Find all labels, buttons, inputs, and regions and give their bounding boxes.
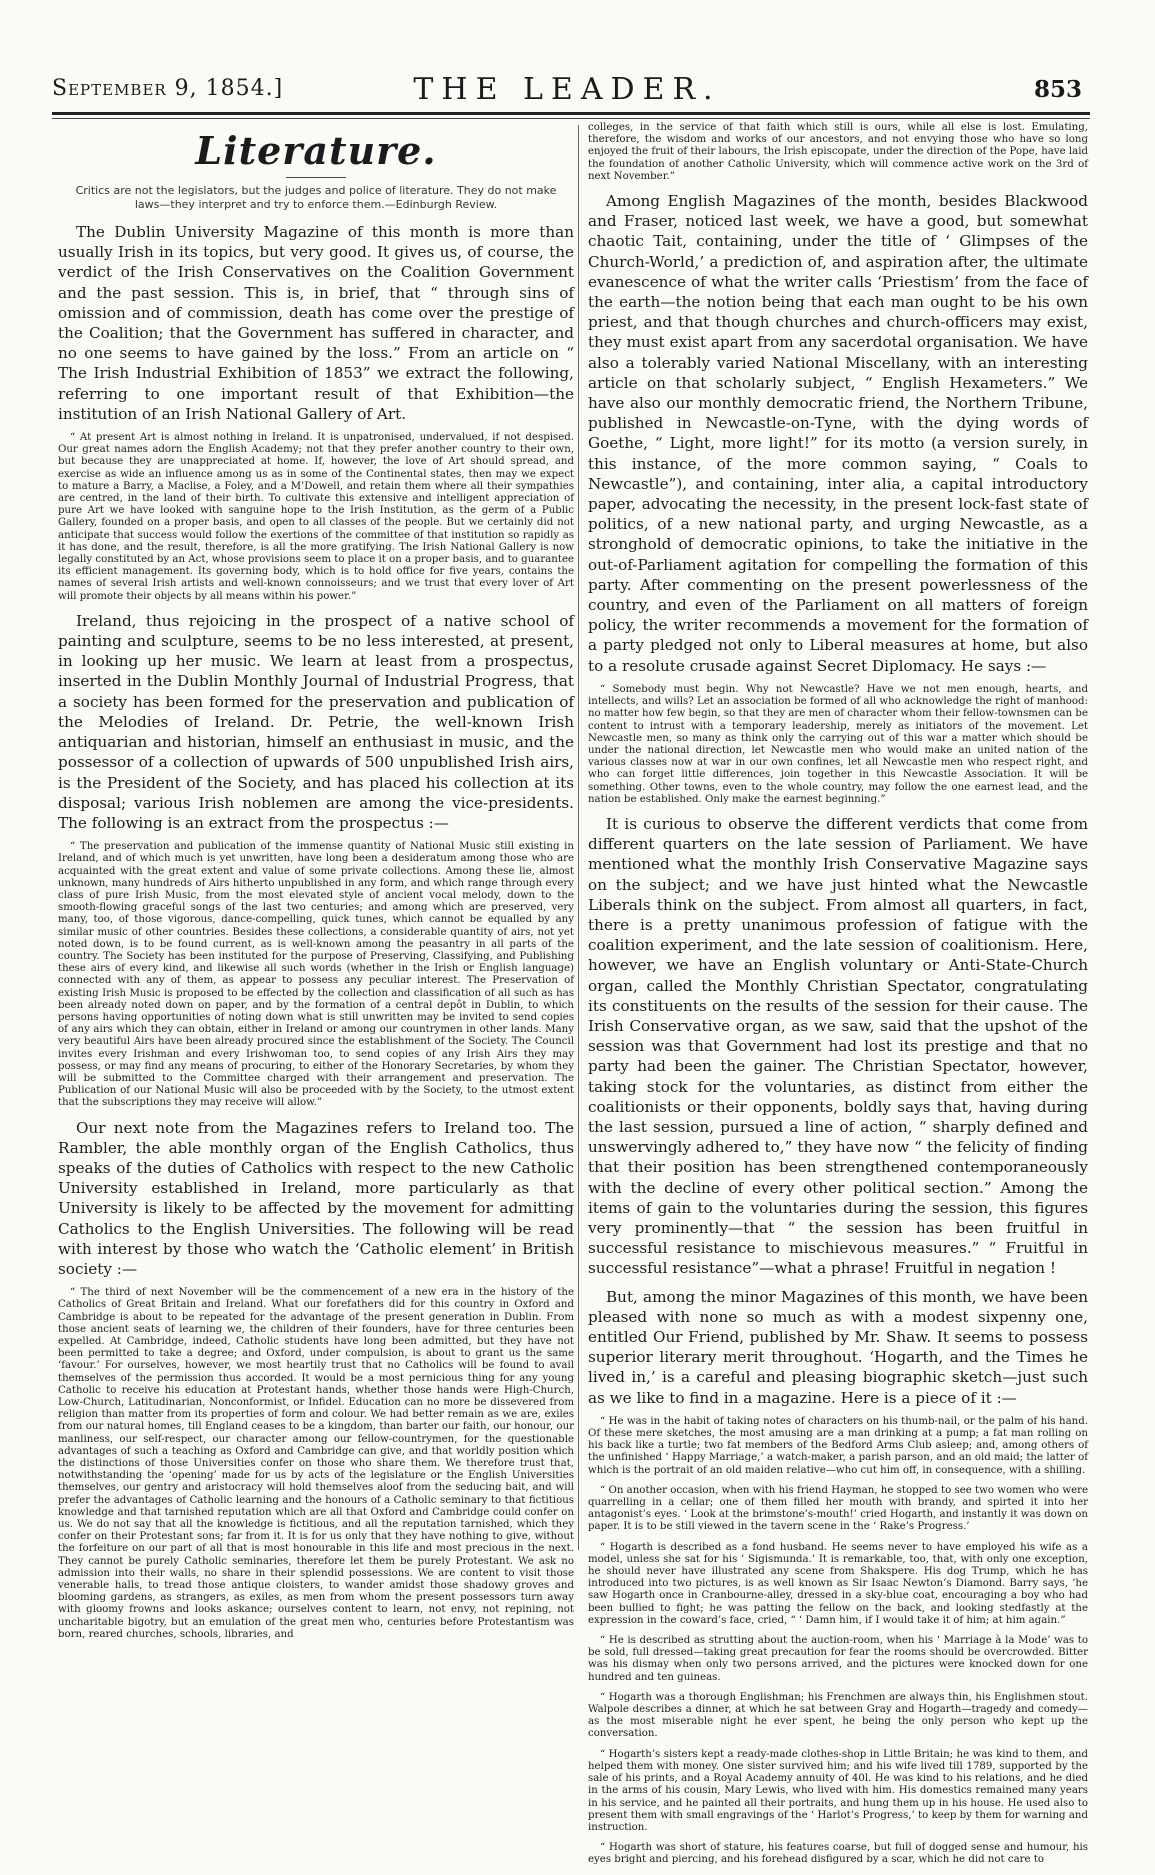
quote-hogarth-englishman: “ Hogarth was a thorough Englishman; his Frenchmen are always thin, his Englishmen stout. Walpole describes a dinner, at which he sat between Gray and Hogarth—tragedy and comedy—as the most miserable night he ever spent, he being the only person who kept up the conversation. xyxy=(588,1691,1088,1740)
quote-hogarth-auction: “ He is described as strutting about the auction-room, when his ‘ Marriage à la Mode’ was to be sold, full dressed—taking great precaution for fear the rooms should be overcrowded. Bitter was his dismay when only two persons arrived, and the pictures were knocked down for one hundred and ten guineas. xyxy=(588,1635,1088,1683)
quote-national-gallery: “ At present Art is almost nothing in Ireland. It is unpatronised, undervalued, if not despised. Our great names adorn the English Academy; not that they prefer another country to their own, but because they are unappreciated at home. If, however, the love of Art should spread, and exercise as wide an influence among us as in some of the Continental states, then may we expect to mature a Barry, a Maclise, a Foley, and a M’Dowell, and retain them where all their sympathies are centred, in the land of their birth. To cultivate this extensive and intelligent appreciation of pure Art we have looked with sanguine hope to the Irish Institution, as the germ of a Public Gallery, founded on a proper basis, and open to all classes of the people. But we certainly did not anticipate that success would follow the exertions of the committee of that institution so rapidly as it has done, and the result, therefore, is all the more gratifying. The Irish National Gallery is now legally constituted by an Act, whose provisions seem to place it on a proper basis, and to guarantee its efficient management. Its governing body, which is to hold office for five years, contains the names of several Irish artists and well-known connoisseurs; and we trust that every lover of Art will promote their objects by all means within his power.” xyxy=(58,432,574,602)
heading-rule xyxy=(286,177,346,178)
page-number: 853 xyxy=(1033,76,1082,103)
masthead xyxy=(52,70,1082,110)
newspaper-title: THE LEADER. xyxy=(413,72,721,107)
right-column xyxy=(588,122,1088,1875)
issue-date: September 9, 1854.] xyxy=(52,76,284,101)
paragraph-our-friend: But, among the minor Magazines of this month, we have been pleased with none so much as with a modest sixpenny one, entitled Our Friend, published by Mr. Shaw. It seems to possess superior literary merit throughout. ‘Hogarth, and the Times he lived in,’ is a careful and pleasing biographic sketch—just such as we like to find in a magazine. Here is a piece of it :— xyxy=(588,1287,1088,1407)
section-motto: Critics are not the legislators, but the judges and police of literature. They do not make laws—they interpret and try to enforce them.—Edinburgh Review. xyxy=(75,184,557,211)
header-rule-thin xyxy=(52,118,1090,119)
paragraph-rambler: Our next note from the Magazines refers to Ireland too. The Rambler, the able monthly organ of the English Catholics, thus speaks of the duties of Catholics with respect to the new Catholic University established in Ireland, more particularly as that University is likely to be affected by the movement for admitting Catholics to the English Universities. The following will be read with interest by those who watch the ‘Catholic element’ in British society :— xyxy=(58,1118,574,1278)
quote-hogarth-hayman: “ On another occasion, when with his friend Hayman, he stopped to see two women who were quarrelling in a cellar; one of them filled her mouth with brandy, and spirted it into her antagonist’s eyes. ‘ Look at the brimstone’s-mouth!’ cried Hogarth, and instantly it was down on paper. It is to be still viewed in the tavern scene in the ‘ Rake’s Progress.’ xyxy=(588,1484,1088,1533)
paragraph-english-magazines: Among English Magazines of the month, besides Blackwood and Fraser, noticed last week, we have a good, but somewhat chaotic Tait, containing, under the title of ‘ Glimpses of the Church-World,’ a prediction of, and aspiration after, the ultimate evanescence of what the writer calls ‘Priestism’ from the face of the earth—the notion being that each man ought to be his own priest, and that though churches and church-officers may exist, they must exist apart from any sacerdotal organisation. We have also a tolerably varied National Miscellany, with an interesting article on that scholarly subject, “ English Hexameters.” We have also our monthly democratic friend, the Northern Tribune, published in Newcastle-on-Tyne, with the dying words of Goethe, “ Light, more light!” for its motto (a version surely, in this instance, of the more common saying, “ Coals to Newcastle”), and containing, inter alia, a capital introductory paper, advocating the necessity, in the present lock-fast state of politics, of a new national party, and urging Newcastle, as a stronghold of democratic opinions, to take the initiative in the out-of-Parliament agitation for compelling the formation of this party. After commenting on the present powerlessness of the country, and even of the Parliament on all matters of foreign policy, the writer recommends a movement for the formation of a party pledged not only to Liberal measures at home, but also to a resolute crusade against Secret Diplomacy. He says :— xyxy=(588,192,1088,675)
paragraph-verdicts: It is curious to observe the different verdicts that come from different quarters on the late session of Parliament. We have mentioned what the monthly Irish Conservative Magazine says on the subject; and we have just hinted what the Newcastle Liberals think on the subject. From almost all quarters, in fact, there is a pretty unanimous profession of fatigue with the coalition experiment, and the late session of coalitionism. Here, however, we have an English voluntary or Anti-State-Church organ, called the Monthly Christian Spectator, congratulating its constituents on the results of the session for their cause. The Irish Conservative organ, as we saw, said that the upshot of the session was that Government had lost its prestige and that no party had been the gainer. The Christian Spectator, however, taking stock for the voluntaries, as distinct from either the coalitionists or their opponents, boldly says that, having during the last session, pursued a line of action, “ sharply defined and unswervingly adhered to,” they have now “ the felicity of finding that their position has been strengthened contemporaneously with the decline of every other political section.” Among the items of gain to the voluntaries during the session, this figures very prominently—that “ the session has been fruitful in successful resistance to mischievous measures.” “ Fruitful in successful resistance”—what a phrase! Fruitful in negation ! xyxy=(588,814,1088,1278)
header-rule-thick xyxy=(52,112,1090,115)
paragraph-dublin-magazine: The Dublin University Magazine of this month is more than usually Irish in its topics, but very good. It gives us, of course, the verdict of the Irish Conservatives on the Coalition Government and the past session. This is, in brief, that “ through sins of omission and of commission, death has come over the prestige of the Coalition; that the Government has suffered in character, and no one seems to have gained by the loss.” From an article on “ The Irish Industrial Exhibition of 1853” we extract the following, referring to one important result of that Exhibition—the institution of an Irish National Gallery of Art. xyxy=(58,223,574,423)
column-divider xyxy=(578,125,579,1550)
quote-hogarth-husband: “ Hogarth is described as a fond husband. He seems never to have employed his wife as a model, unless she sat for his ‘ Sigismunda.’ It is remarkable, too, that, with only one exception, he should never have illustrated any scene from Shakspere. His dog Trump, which he has introduced into two pictures, is as well known as Sir Isaac Newton’s Diamond. Barry says, ‘he saw Hogarth once in Cranbourne-alley, dressed in a sky-blue coat, encouraging a boy who had been bullied to fight; he was patting the fellow on the back, and looking stedfastly at the expression in the coward’s face, cried, “ ‘ Damn him, if I would take it of him; at him again.” xyxy=(588,1541,1088,1626)
quote-hogarth-sisters: “ Hogarth’s sisters kept a ready-made clothes-shop in Little Britain; he was kind to them, and helped them with money. One sister survived him; and his wife lived till 1789, supported by the sale of his prints, and a Royal Academy annuity of 40l. He was kind to his relations, and he died in the arms of his cousin, Mary Lewis, who lived with him. His domestics remained many years in his service, and he painted all their portraits, and hung them up in his house. He used also to present them with small engravings of the ‘ Harlot’s Progress,’ to keep by them for warning and instruction. xyxy=(588,1748,1088,1833)
quote-catholic-university-continued: colleges, in the service of that faith which still is ours, while all else is lost. Emulating, therefore, the wisdom and works of our ancestors, and not envying those who have so long enjoyed the fruit of their labours, the Irish episcopate, under the direction of the Pope, have laid the foundation of another Catholic University, which will commence active work on the 3rd of next November.” xyxy=(588,122,1088,182)
quote-newcastle: “ Somebody must begin. Why not Newcastle? Have we not men enough, hearts, and intellects, and wills? Let an association be formed of all who acknowledge the right of manhood: no matter how few begin, so that they are men of character whom their fellow-townsmen can be content to intrust with a temporary leadership, merely as initiators of the movement. Let Newcastle men, so many as think only the carrying out of this war a matter which should be under the national direction, let Newcastle men who would make an united nation of the various classes now at war in our own confines, let all Newcastle men who respect right, and who can forget little differences, join together in this Newcastle Association. It will be something. Other towns, even to the whole country, may follow the one earnest lead, and the nation be established. Only make the earnest beginning.” xyxy=(588,683,1088,805)
paragraph-irish-music: Ireland, thus rejoicing in the prospect of a native school of painting and sculpture, seems to be no less interested, at present, in looking up her music. We learn at least from a prospectus, inserted in the Dublin Monthly Journal of Industrial Progress, that a society has been formed for the preservation and publication of the Melodies of Ireland. Dr. Petrie, the well-known Irish antiquarian and historian, himself an enthusiast in music, and the possessor of a collection of upwards of 500 unpublished Irish airs, is the President of the Society, and has placed his collection at its disposal; various Irish noblemen are among the vice-presidents. The following is an extract from the prospectus :— xyxy=(58,611,574,832)
quote-hogarth-stature: “ Hogarth was short of stature, his features coarse, but full of dogged sense and humour, his eyes bright and piercing, and his forehead disfigured by a scar, which he did not care to xyxy=(588,1842,1088,1866)
quote-catholic-university: “ The third of next November will be the commencement of a new era in the history of the Catholics of Great Britain and Ireland. What our forefathers did for this country in Oxford and Cambridge is about to be repeated for the advantage of the present generation in Dublin. From those ancient seats of learning we, the children of their founders, have for three centuries been expelled. At Cambridge, indeed, Catholic students have long been admitted, but they have not been permitted to take a degree; and Oxford, under compulsion, is about to grant us the same ‘favour.’ For ourselves, however, we most heartily trust that no Catholics will be found to avail themselves of the permission thus accorded. It would be a most pernicious thing for any young Catholic to receive his education at Protestant hands, whether those hands were High-Church, Low-Church, Latitudinarian, Nonconformist, or Infidel. Education can no more be dissevered from religion than matter from its properties of form and colour. We had better remain as we are, exiles from our natural homes, till England ceases to be a kingdom, than barter our faith, our honour, our manliness, our self-respect, our character among our fellow-countrymen, for the questionable advantages of such a teaching as Oxford and Cambridge can give, and that worldly position which the distinctions of those Universities confer on those who share them. We therefore trust that, notwithstanding the ‘opening’ made for us by acts of the legislature or the English Universities themselves, our gentry and aristocracy will hold themselves aloof from the seducing bait, and will prefer the advantages of Catholic learning and the honours of a Catholic seminary to that fictitious knowledge and that tarnished reputation which are all that Oxford and Cambridge could confer on us. We do not say that all the knowledge is fictitious, and all the reputation tarnished, which they confer on their Protestant sons; far from it. It is for us only that they have nothing to give, without the forfeiture on our part of all that is most honourable in this life and most precious in the next. They cannot be purely Catholic seminaries, therefore let them be purely Protestant. We ask no admission into their walls, no share in their splendid possessions. We are content to visit those venerable halls, to tread those antique cloisters, to wander amidst those shadowy groves and blooming gardens, as strangers, as exiles, as men from whom the present possessors turn away with gloomy frowns and looks askance; ourselves content to learn, not envy, not repining, not uncharitable bigotry, but an emulation of the great men who, centuries before Protestantism was born, reared churches, schools, libraries, and xyxy=(58,1287,574,1640)
left-column xyxy=(58,122,574,1649)
section-heading: Literature. xyxy=(195,128,437,173)
quote-prospectus: “ The preservation and publication of the immense quantity of National Music still existing in Ireland, and of which much is yet unwritten, have long been a desideratum among those who are acquainted with the great extent and value of some private collections. Among these lie, almost unknown, many hundreds of Airs hitherto unpublished in any form, and which range through every class of pure Irish Music, from the most elevated style of ancient vocal melody, down to the smooth-flowing graceful songs of the last two centuries; and among which are preserved, very many, too, of those vigorous, dance-compelling, quick tunes, which cannot be equalled by any similar music of other countries. Besides these collections, a considerable quantity of airs, not yet noted down, is to be found current, as is well-known among the peasantry in all parts of the country. The Society has been instituted for the purpose of Preserving, Classifying, and Publishing these airs of every kind, and likewise all such words (whether in the Irish or English language) connected with any of them, as appear to possess any peculiar interest. The Preservation of existing Irish Music is proposed to be effected by the collection and classification of all such as has been already noted down on paper, and by the formation of a central depôt in Dublin, to which persons having opportunities of noting down what is still unwritten may be invited to send copies of any airs which they can obtain, either in Ireland or among our countrymen in other lands. Many very beautiful Airs have been already procured since the establishment of the Society. The Council invites every Irishman and every Irishwoman too, to send copies of any Irish Airs they may possess, or may find any means of procuring, to either of the Honorary Secretaries, by whom they will be submitted to the Committee charged with their arrangement and preservation. The Publication of our National Music will also be proceeded with by the Society, to the utmost extent that the subscriptions they may receive will allow.” xyxy=(58,841,574,1109)
quote-hogarth-notes: “ He was in the habit of taking notes of characters on his thumb-nail, or the palm of his hand. Of these mere sketches, the most amusing are a man drinking at a pump; a fat man rolling on his back like a turtle; two fat members of the Bedford Arms Club asleep; and, among others of the unfinished ‘ Happy Marriage,’ a watch-maker, a parish parson, and an old maid; the latter of which is the portrait of an old maiden relative—who cut him off, in consequence, with a shilling. xyxy=(588,1415,1088,1476)
